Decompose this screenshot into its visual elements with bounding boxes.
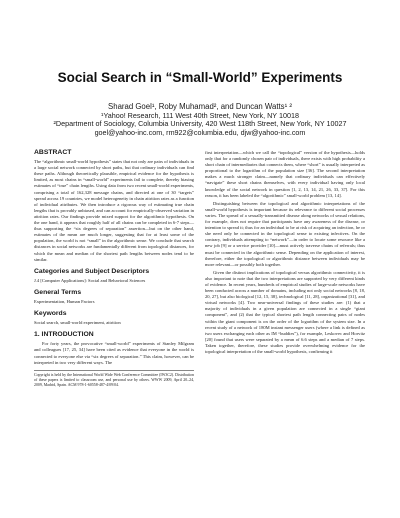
keywords-text: Social search, small-world experiment, attrition (34, 320, 121, 326)
left-column (34, 150, 194, 387)
body-paragraph-3: Given the distinct implications of topological versus algorithmic connectivity, it is also important to note that the two interpretations are supported by very different kinds of evidence. In recent years, hundreds of empirical studies of large-scale networks have been conducted across a number of domains, including not only social networks [8, 18, 20, 27], but also biological [12, 15, 38], technological [11, 28], organizational [31], and virtual networks [4]. Two near-universal findings of these studies are: (1) that a majority of individuals in a given population are connected in a single “giant component”, and (2) that the typical shortest path length connecting pairs of nodes within the giant component is on the order of the logarithm of the system size. In a recent study of a network of 180M instant messenger users (where a link is defined as two users exchanging each other as IM “buddies”), for example, Leskovec and Horvitz [20] found that users were separated by a mean of 6.6 steps and a median of 7 steps. Taken together, therefore, these studies provide overwhelming evidence for the topological interpretation of the small-world hypothesis, confirming it (205, 269, 365, 354)
body-paragraph-1: first interpretation—which we call the “topological” version of the hypothesis—holds only that for a randomly chosen pair of individuals, there exists with high probability a short chain of intermediaries that connects them, where “short” is usually interpreted as proportional to the logarithm of the population size [36]. The second interpretation makes a much stronger claim—namely that ordinary individuals can effectively “navigate” these short chains themselves, with every individual having only local knowledge of the social network in question [1, 2, 13, 14, 21, 26, 33, 37]. For this reason, it has been labeled the “algorithmic” small-world problem [13, 14]. (205, 150, 365, 198)
affiliation-1: ¹Yahoo! Research, 111 West 40th Street, New York, NY 10018 (101, 110, 299, 120)
terms-heading: General Terms (34, 288, 82, 296)
author-block (0, 103, 400, 137)
abstract-text: The “algorithmic small-world hypothesis” states that not only are pairs of individuals in a large social network connected by short paths, but that ordinary individuals can find these paths. Although theoretically plausible, empirical evidence for the hypothesis is limited, as most chains in “small-world” experiments fail to complete, thereby biasing estimates of “true” chain lengths. Using data from two recent small-world experiments, comprising a total of 162,328 message chains, and directed at one of 30 “targets” spread across 19 countries, we model heterogeneity in chain attrition rates as a function of individual attributes. We then introduce a rigorous way of estimating true chain lengths that is provably unbiased, and can account for empirically-observed variation in attrition rates. Our findings provide mixed support for the algorithmic hypothesis. On the one hand, it appears that roughly half of all chains can be completed in 6-7 steps—thus supporting the “six degrees of separation” assertion—but on the other hand, estimates of the mean are much longer, suggesting that for at least some of the population, the world is not “small” in the algorithmic sense. We conclude that search distances in social networks are fundamentally different from topological distances, for which the mean and median of the shortest path lengths between nodes tend to be similar. (34, 159, 194, 262)
terms-text: Experimentation, Human Factors (34, 298, 95, 304)
keywords-heading: Keywords (34, 310, 67, 318)
author-emails: goel@yahoo-inc.com, rm922@columbia.edu, djw@yahoo-inc.com (94, 127, 306, 137)
author-names: Sharad Goel¹, Roby Muhamad², and Duncan Watts¹ ² (108, 102, 292, 111)
affiliation-2: ²Department of Sociology, Columbia University, 420 West 118th Street, New York, NY 10027 (53, 119, 347, 129)
body-paragraph-2: Distinguishing between the topological and algorithmic interpretations of the small-world hypothesis is important because its relevance to different social processes varies. The spread of a sexually-transmitted disease along networks of sexual relations, for example, does not require that participants have any awareness of the disease, or intention to spread it; thus for an individual to be at risk of acquiring an infection, he or she need only be connected in the topological sense to existing infectives. On the contrary, individuals attempting to “network”—in order to locate some resource like a new job [9] or a service provider [10]—must actively traverse chains of referrals; thus must be connected in the algorithmic sense. Depending on the application of interest, therefore, either the topological or algorithmic distance between individuals may be more relevant—or possibly both together. (205, 200, 365, 267)
copyright-footnote: Copyright is held by the International World Wide Web Conference Committee (IW3C2). Distribution of these papers is limited to classroom use, and personal use by others. WWW 2009, April 20–24, 2009, Madrid, Spain. ACM 978-1-60558-487-4/09/04. (34, 370, 194, 388)
abstract-heading: ABSTRACT (34, 149, 72, 156)
categories-text: J.4 [Computer Applications]: Social and Behavioral Sciences (34, 277, 146, 283)
introduction-heading: 1. INTRODUCTION (34, 331, 94, 339)
categories-heading: Categories and Subject Descriptors (34, 267, 150, 275)
paper-title: Social Search in “Small-World” Experiments (57, 70, 343, 85)
introduction-text: For forty years, the provocative “small-world” experiments of Stanley Milgram and colleagues [17, 25, 34] have been cited as evidence that everyone in the world is connected to everyone else via “six degrees of separation.” This claim, however, can be interpreted in two very different ways. The (34, 341, 194, 365)
right-column (205, 150, 365, 357)
